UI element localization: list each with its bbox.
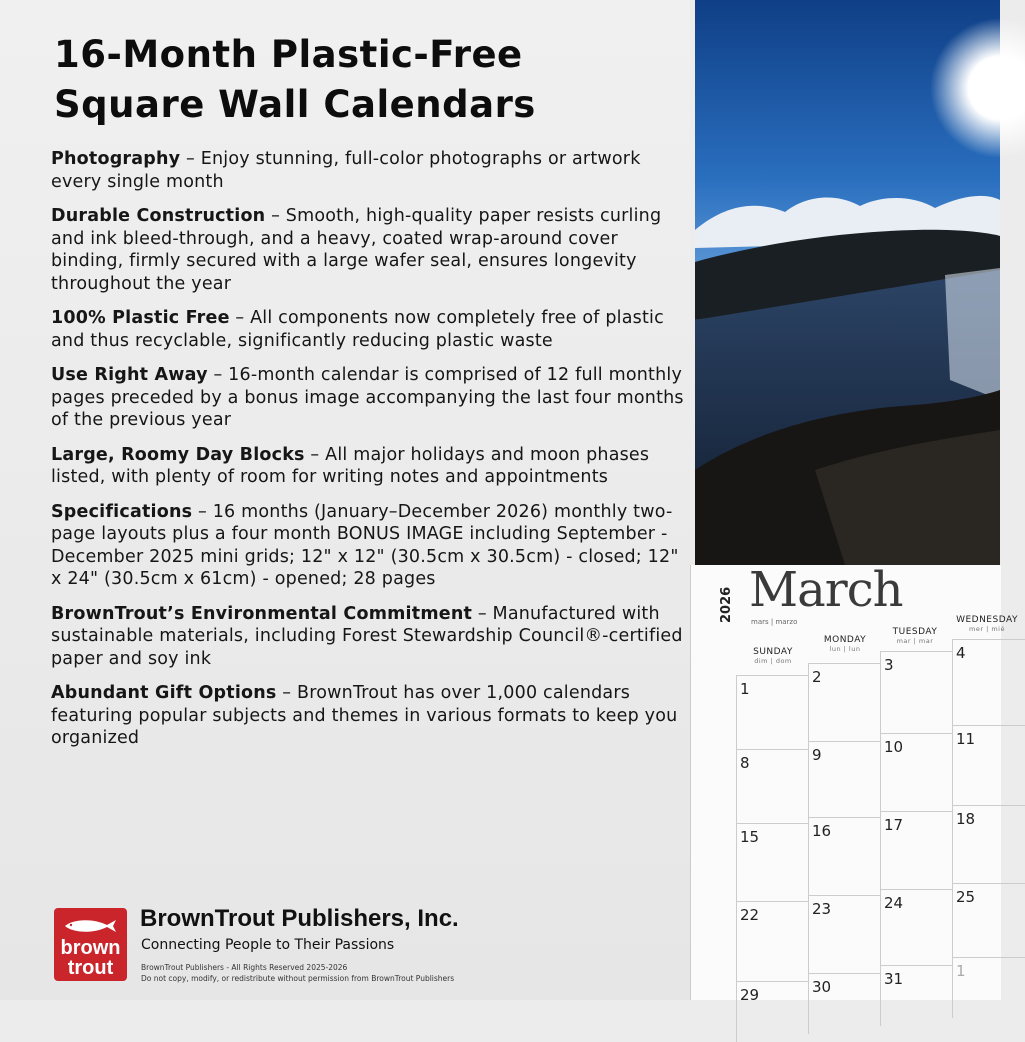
day-cell[interactable]: [880, 811, 953, 890]
day-cell[interactable]: [880, 965, 953, 1026]
publisher-name: BrownTrout Publishers, Inc.: [140, 905, 459, 932]
feature-text: – Manufactured with sustainable materials, including Forest Stewardship Council®-certified paper and soy ink: [51, 603, 683, 669]
feature-text: – 16-month calendar is comprised of 12 full monthly pages preceded by a bonus image accompanying the last four months of the previous year: [51, 365, 684, 430]
logo-word-trout: trout: [67, 957, 114, 979]
day-sub: mer | mié: [969, 625, 1005, 633]
day-number: 29: [740, 986, 760, 1004]
calendar-month-translation: mars | marzo: [751, 618, 798, 626]
feature-item: [51, 682, 691, 750]
day-number: 15: [740, 828, 760, 846]
day-cell[interactable]: [880, 651, 953, 734]
day-number: 18: [956, 810, 976, 828]
day-number: 24: [884, 894, 904, 912]
title-line-2: Square Wall Calendars: [54, 83, 536, 126]
day-cell[interactable]: [952, 883, 1025, 958]
day-sub: mar | mar: [896, 637, 934, 645]
day-number: 2: [812, 668, 822, 686]
feature-item: [51, 501, 691, 591]
feature-heading: Photography: [51, 149, 181, 169]
feature-item: [51, 148, 691, 193]
feature-text: – All components now completely free of plastic and thus recyclable, significantly reducing plastic waste: [51, 308, 664, 351]
feature-text: – BrownTrout has over 1,000 calendars featuring popular subjects and themes in various formats to keep you organized: [51, 683, 678, 748]
day-name: WEDNESDAY: [956, 615, 1018, 625]
day-sub: lun | lun: [829, 645, 861, 653]
page-title: [54, 30, 684, 130]
day-cell[interactable]: [808, 817, 881, 896]
day-name: TUESDAY: [892, 627, 938, 637]
day-sub: dim | dom: [754, 657, 792, 665]
calendar-year: 2026: [719, 586, 734, 623]
day-cell[interactable]: [952, 957, 1025, 1018]
feature-text: – All major holidays and moon phases listed, with plenty of room for writing notes and appointments: [51, 444, 650, 487]
day-cell[interactable]: [952, 805, 1025, 884]
feature-heading: Abundant Gift Options: [51, 683, 277, 703]
day-cell[interactable]: [736, 981, 809, 1042]
day-number: 17: [884, 816, 904, 834]
feature-text: – 16 months (January–December 2026) monthly two-page layouts plus a four month BONUS IMAGE including September - December 2025 mini grids; 12" x 12" (30.5cm x 30.5cm) - closed; 12" x 24" (30.5cm x 61cm) - opened; 28 pages: [51, 501, 679, 589]
day-number: 11: [956, 730, 976, 748]
logo-word-brown: brown: [60, 937, 121, 959]
feature-heading: Specifications: [51, 501, 193, 522]
publisher-block: [54, 905, 684, 995]
day-cell[interactable]: [880, 889, 953, 966]
publisher-tagline: Connecting People to Their Passions: [141, 937, 395, 953]
calendar-page: [690, 562, 1018, 1004]
feature-heading: 100% Plastic Free: [51, 308, 230, 328]
day-number: 25: [956, 888, 976, 906]
day-number: 1: [740, 680, 750, 698]
day-number: 3: [884, 656, 894, 674]
day-cell[interactable]: [736, 901, 809, 982]
calendar-preview: [690, 0, 1018, 1004]
day-cell[interactable]: [736, 675, 809, 750]
title-line-1: 16-Month Plastic-Free: [54, 33, 523, 76]
calendar-month: March: [749, 562, 903, 618]
day-number: 22: [740, 906, 760, 924]
rights-notice: BrownTrout Publishers - All Rights Reserved 2025-2026: [141, 963, 348, 972]
day-cell[interactable]: [808, 663, 881, 742]
day-cell[interactable]: [808, 895, 881, 974]
browntrout-logo: [54, 908, 127, 981]
day-name: SUNDAY: [753, 647, 793, 657]
day-number: 9: [812, 746, 822, 764]
feature-heading: Use Right Away: [51, 365, 208, 385]
feature-heading: Durable Construction: [51, 206, 266, 226]
lake-photo: [695, 0, 1000, 565]
day-number: 8: [740, 754, 750, 772]
lake-photo-image: [695, 0, 1000, 565]
day-number: 23: [812, 900, 832, 918]
day-number: 31: [884, 970, 904, 988]
day-number: 30: [812, 978, 832, 996]
day-cell[interactable]: [952, 639, 1025, 726]
day-name: MONDAY: [823, 635, 867, 645]
copy-notice: Do not copy, modify, or redistribute without permission from BrownTrout Publishers: [141, 974, 455, 983]
trout-icon: [63, 917, 118, 935]
feature-item: [51, 307, 691, 352]
feature-item: [51, 444, 691, 489]
feature-text: – Enjoy stunning, full-color photographs or artwork every single month: [51, 149, 641, 192]
day-cell[interactable]: [736, 749, 809, 824]
feature-item: [51, 603, 691, 671]
day-number: 1: [956, 962, 966, 980]
feature-list: [51, 148, 691, 762]
day-cell[interactable]: [880, 733, 953, 812]
day-number: 4: [956, 644, 966, 662]
day-cell[interactable]: [952, 725, 1025, 806]
day-number: 10: [884, 738, 904, 756]
feature-item: [51, 205, 691, 295]
day-cell[interactable]: [736, 823, 809, 902]
day-cell[interactable]: [808, 741, 881, 818]
day-number: 16: [812, 822, 832, 840]
feature-text: – Smooth, high-quality paper resists curling and ink bleed-through, and a heavy, coated wrap-around cover binding, firmly secured with a large wafer seal, ensures longevity throughout the year: [51, 206, 662, 294]
day-cell[interactable]: [808, 973, 881, 1034]
feature-heading: Large, Roomy Day Blocks: [51, 444, 305, 465]
feature-item: [51, 364, 691, 432]
feature-heading: BrownTrout’s Environmental Commitment: [51, 603, 473, 624]
